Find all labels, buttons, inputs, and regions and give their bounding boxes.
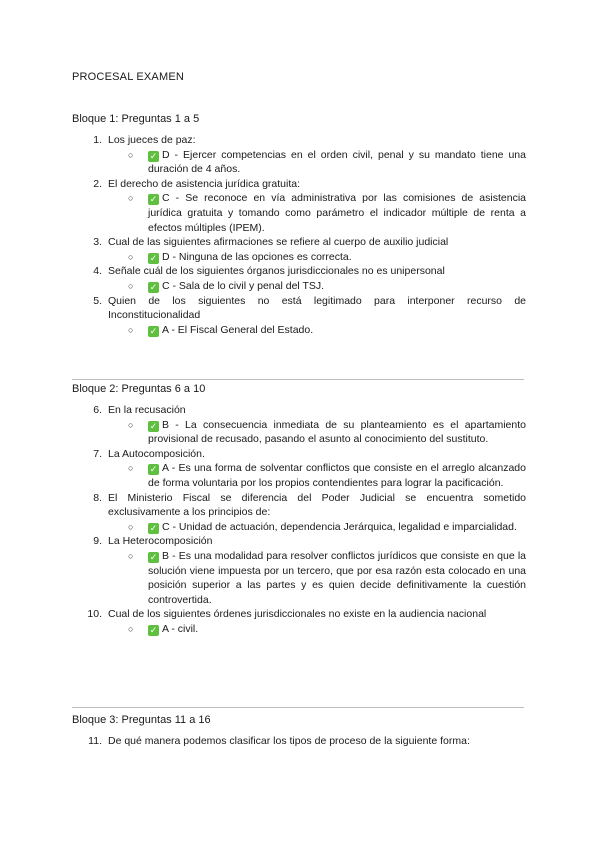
hollow-bullet-icon: ○ [128,463,134,474]
question-text: Señale cuál de los siguientes órganos jurisdiccionales no es unipersonal [108,265,445,278]
answer-text: A - Es una forma de solventar conflictos que consiste en el arreglo alcanzado de forma voluntaria por los propios contendientes para lograr la pacificación. [148,462,526,489]
hollow-bullet-icon: ○ [128,550,134,561]
hollow-bullet-icon: ○ [128,324,134,335]
question-number: 4. [93,265,102,278]
answer-item [108,250,526,265]
question-number: 8. [93,491,102,504]
question-item [72,447,526,491]
question-item [72,734,526,749]
answer-text: A - civil. [162,622,199,635]
question-text: Cual de los siguientes órdenes jurisdiccionales no existe en la audiencia nacional [108,608,487,621]
question-block-1 [72,112,526,337]
block-heading: Bloque 3: Preguntas 11 a 16 [72,714,211,726]
question-text: La Autocomposición. [108,447,205,460]
answer-text: C - Unidad de actuación, dependencia Jerárquica, legalidad e imparcialidad. [162,520,517,533]
question-number: 5. [93,294,102,307]
section-divider [72,379,524,380]
answer-item [108,622,526,637]
hollow-bullet-icon: ○ [128,193,134,204]
block-heading: Bloque 2: Preguntas 6 a 10 [72,383,206,395]
question-item [72,534,526,607]
question-block-3 [72,713,526,749]
hollow-bullet-icon: ○ [128,251,134,262]
answer-text: C - Se reconoce en vía administrativa por las comisiones de asistencia jurídica gratuita y tomando como parámetro el indicador múltiple de renta a efectos múltiples (IPEM). [148,192,526,234]
check-mark-icon: ✓ [149,194,158,205]
question-number: 9. [93,535,102,548]
question-item [72,403,526,447]
section-divider [72,707,524,708]
answer-text: D - Ninguna de las opciones es correcta. [162,250,352,263]
question-list [72,133,526,337]
answer-item [108,549,526,607]
question-item [72,491,526,535]
check-mark-icon: ✓ [149,420,158,431]
check-mark-icon: ✓ [149,325,158,336]
question-number: 2. [93,177,102,190]
answer-text: C - Sala de lo civil y penal del TSJ. [162,279,325,292]
answer-item [108,418,526,447]
question-item [72,235,526,264]
answer-text: B - La consecuencia inmediata de su planteamiento es el apartamiento provisional de recusado, pasando el asunto al conocimiento del sustituto. [148,418,526,446]
question-text: El Ministerio Fiscal se diferencia del Poder Judicial se encuentra sometido exclusivamente a los principios de: [108,491,526,519]
hollow-bullet-icon: ○ [128,521,134,532]
block-heading: Bloque 1: Preguntas 1 a 5 [72,113,200,125]
question-number: 6. [93,404,102,416]
question-text: De qué manera podemos clasificar los tipos de proceso de la siguiente forma: [108,735,470,747]
question-item [72,294,526,338]
document-title: PROCESAL EXAMEN [72,71,185,83]
answer-item [108,520,526,535]
question-block-2 [72,382,526,637]
question-item [72,177,526,235]
check-mark-icon: ✓ [149,624,158,635]
question-item [72,607,526,636]
question-number: 7. [93,447,102,460]
question-text: Los jueces de paz: [108,134,196,146]
answer-item [108,461,526,490]
question-number: 11. [88,735,102,747]
question-item [72,264,526,293]
answer-item [108,279,526,294]
question-text: El derecho de asistencia jurídica gratuita: [108,177,301,190]
check-mark-icon: ✓ [149,522,158,533]
check-mark-icon: ✓ [149,252,158,263]
question-list [72,403,526,637]
question-text: Quien de los siguientes no está legitimado para interponer recurso de Inconstitucionalidad [108,294,526,322]
question-text: La Heterocomposición [108,535,213,548]
answer-text: A - El Fiscal General del Estado. [162,323,314,336]
check-mark-icon: ✓ [149,464,158,475]
hollow-bullet-icon: ○ [128,623,134,634]
hollow-bullet-icon: ○ [128,149,134,160]
answer-item [108,148,526,177]
question-number: 1. [93,134,102,146]
question-text: En la recusación [108,404,186,416]
answer-item [108,323,526,338]
hollow-bullet-icon: ○ [128,280,134,291]
question-number: 10. [87,608,102,621]
answer-text: D - Ejercer competencias en el orden civil, penal y su mandato tiene una duración de 4 años. [148,148,526,176]
hollow-bullet-icon: ○ [128,419,134,430]
check-mark-icon: ✓ [149,551,158,562]
answer-text: B - Es una modalidad para resolver conflictos jurídicos que consiste en que la solución viene impuesta por un tercero, que por esa razón esta colocado en una posición superior a las partes y es quien decide definitivamente la cuestión controvertida. [148,549,526,606]
check-mark-icon: ✓ [149,150,158,161]
answer-item [108,191,526,235]
question-text: Cual de las siguientes afirmaciones se refiere al cuerpo de auxilio judicial [108,236,449,249]
question-number: 3. [93,236,102,249]
question-list [72,734,526,749]
check-mark-icon: ✓ [149,281,158,292]
question-item [72,133,526,177]
